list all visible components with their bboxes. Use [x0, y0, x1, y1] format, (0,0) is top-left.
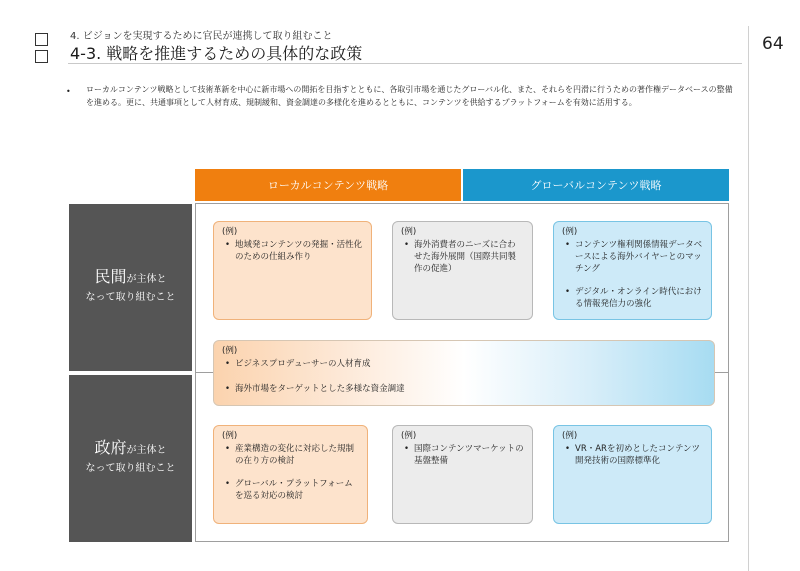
- example-label: (例): [401, 227, 417, 237]
- example-box-government-global: [553, 425, 712, 524]
- page-title: 4-3. 戦略を推進するための具体的な政策: [70, 44, 363, 63]
- row-gov-sub1: が主体と: [126, 445, 167, 456]
- page-number: 64: [762, 34, 784, 54]
- example-box-private-local: [213, 221, 372, 320]
- section-label: 4. ビジョンを実現するために官民が連携して取り組むこと: [70, 31, 333, 42]
- row-label-government: [69, 375, 192, 542]
- column-header-local-label: ローカルコンテンツ戦略: [267, 179, 389, 192]
- intro-text: ローカルコンテンツ戦略として技術革新を中心に新市場への開拓を目指すとともに、各取引市場を通じたグローバル化、また、それらを円滑に行うための著作権データベースの整備を進める。更に、共通事項として人材育成、規制緩和、資金調達の多様化を進めるとともに、コンテンツを供給するプラットフォームを有効に活用する。: [86, 85, 733, 107]
- example-box-government-middle: [392, 425, 533, 524]
- header-divider: [68, 63, 742, 64]
- checkbox-square-icon: [35, 33, 48, 46]
- row-label-private: [69, 204, 192, 371]
- example-label: (例): [222, 346, 238, 356]
- example-item: • VR・ARを初めとしたコンテンツ開発技術の国際標準化: [575, 443, 703, 467]
- row-gov-main: 政府: [94, 438, 127, 457]
- example-box-private-middle: [392, 221, 533, 320]
- example-item: • グローバル・プラットフォームを巡る対応の検討: [235, 478, 359, 502]
- example-label: (例): [222, 431, 238, 441]
- example-label: (例): [401, 431, 417, 441]
- intro-bullet: •: [66, 87, 71, 96]
- example-item: • 地域発コンテンツの発掘・活性化のための仕組み作り: [235, 239, 363, 263]
- row-gov-sub2: なって取り組むこと: [85, 463, 176, 474]
- row-private-main: 民間: [94, 267, 127, 286]
- row-private-sub1: が主体と: [126, 274, 167, 285]
- example-item: • ビジネスプロデューサーの人材育成: [235, 358, 706, 370]
- example-item: • コンテンツ権利関係情報データベースによる海外バイヤーとのマッチング: [575, 239, 703, 275]
- example-item: • 産業構造の変化に対応した規制の在り方の検討: [235, 443, 359, 467]
- column-header-global-label: グローバルコンテンツ戦略: [530, 179, 662, 192]
- page-number-panel: [748, 26, 800, 571]
- example-item: • 海外市場をターゲットとした多様な資金調達: [235, 383, 706, 395]
- example-item: • 海外消費者のニーズに合わせた海外展開（国際共同製作の促進）: [414, 239, 524, 275]
- example-label: (例): [562, 227, 578, 237]
- example-box-shared: [213, 340, 715, 406]
- example-item: • デジタル・オンライン時代における情報発信力の強化: [575, 286, 703, 310]
- example-item: • 国際コンテンツマーケットの基盤整備: [414, 443, 524, 467]
- column-header-global: [463, 169, 729, 201]
- example-box-private-global: [553, 221, 712, 320]
- example-label: (例): [562, 431, 578, 441]
- row-private-sub2: なって取り組むこと: [85, 292, 176, 303]
- example-label: (例): [222, 227, 238, 237]
- example-box-government-local: [213, 425, 368, 524]
- checkbox-square-icon: [35, 50, 48, 63]
- column-header-local: [195, 169, 461, 201]
